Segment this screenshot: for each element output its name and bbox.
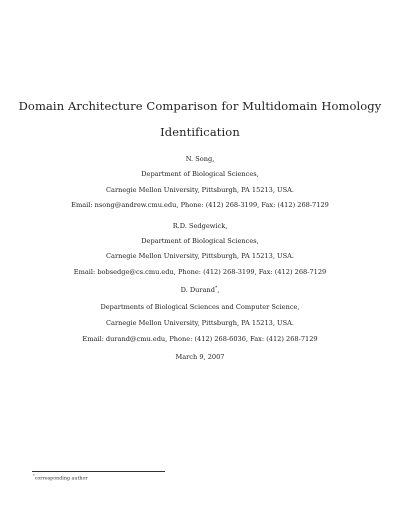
publication-date: March 9, 2007	[175, 353, 225, 361]
author-2-name: R.D. Sedgewick,	[172, 222, 228, 230]
author-1-name: N. Song,	[185, 155, 215, 163]
author-1-contact: Email: nsong@andrew.cmu.edu, Phone: (412) 268-3199, Fax: (412) 268-7129	[71, 201, 329, 209]
paper-title-line-2: Identification	[160, 125, 240, 139]
author-3-name-line	[0, 286, 400, 294]
author-3-contact: Email: durand@cmu.edu, Phone: (412) 268-6036, Fax: (412) 268-7129	[82, 335, 318, 343]
author-2-department: Department of Biological Sciences,	[141, 237, 259, 245]
author-1-department: Department of Biological Sciences,	[141, 170, 259, 178]
author-3-department: Departments of Biological Sciences and Computer Science,	[100, 303, 300, 311]
corresponding-author-mark: *	[214, 286, 218, 291]
footnote-mark: *	[33, 474, 35, 478]
footnote	[33, 474, 88, 482]
author-2-institution: Carnegie Mellon University, Pittsburgh, PA 15213, USA.	[106, 252, 294, 260]
author-2-contact: Email: bobsedge@cs.cmu.edu, Phone: (412) 268-3199, Fax: (412) 268-7129	[73, 268, 327, 276]
author-3-institution: Carnegie Mellon University, Pittsburgh, PA 15213, USA.	[106, 319, 294, 327]
footnote-text: corresponding author	[34, 476, 88, 482]
footnote-rule	[32, 471, 165, 472]
author-3-name-suffix: ,	[217, 286, 220, 295]
author-3-name: D. Durand	[180, 286, 215, 295]
author-1-institution: Carnegie Mellon University, Pittsburgh, PA 15213, USA.	[106, 186, 294, 194]
paper-title-line-1: Domain Architecture Comparison for Multidomain Homology	[18, 99, 382, 113]
